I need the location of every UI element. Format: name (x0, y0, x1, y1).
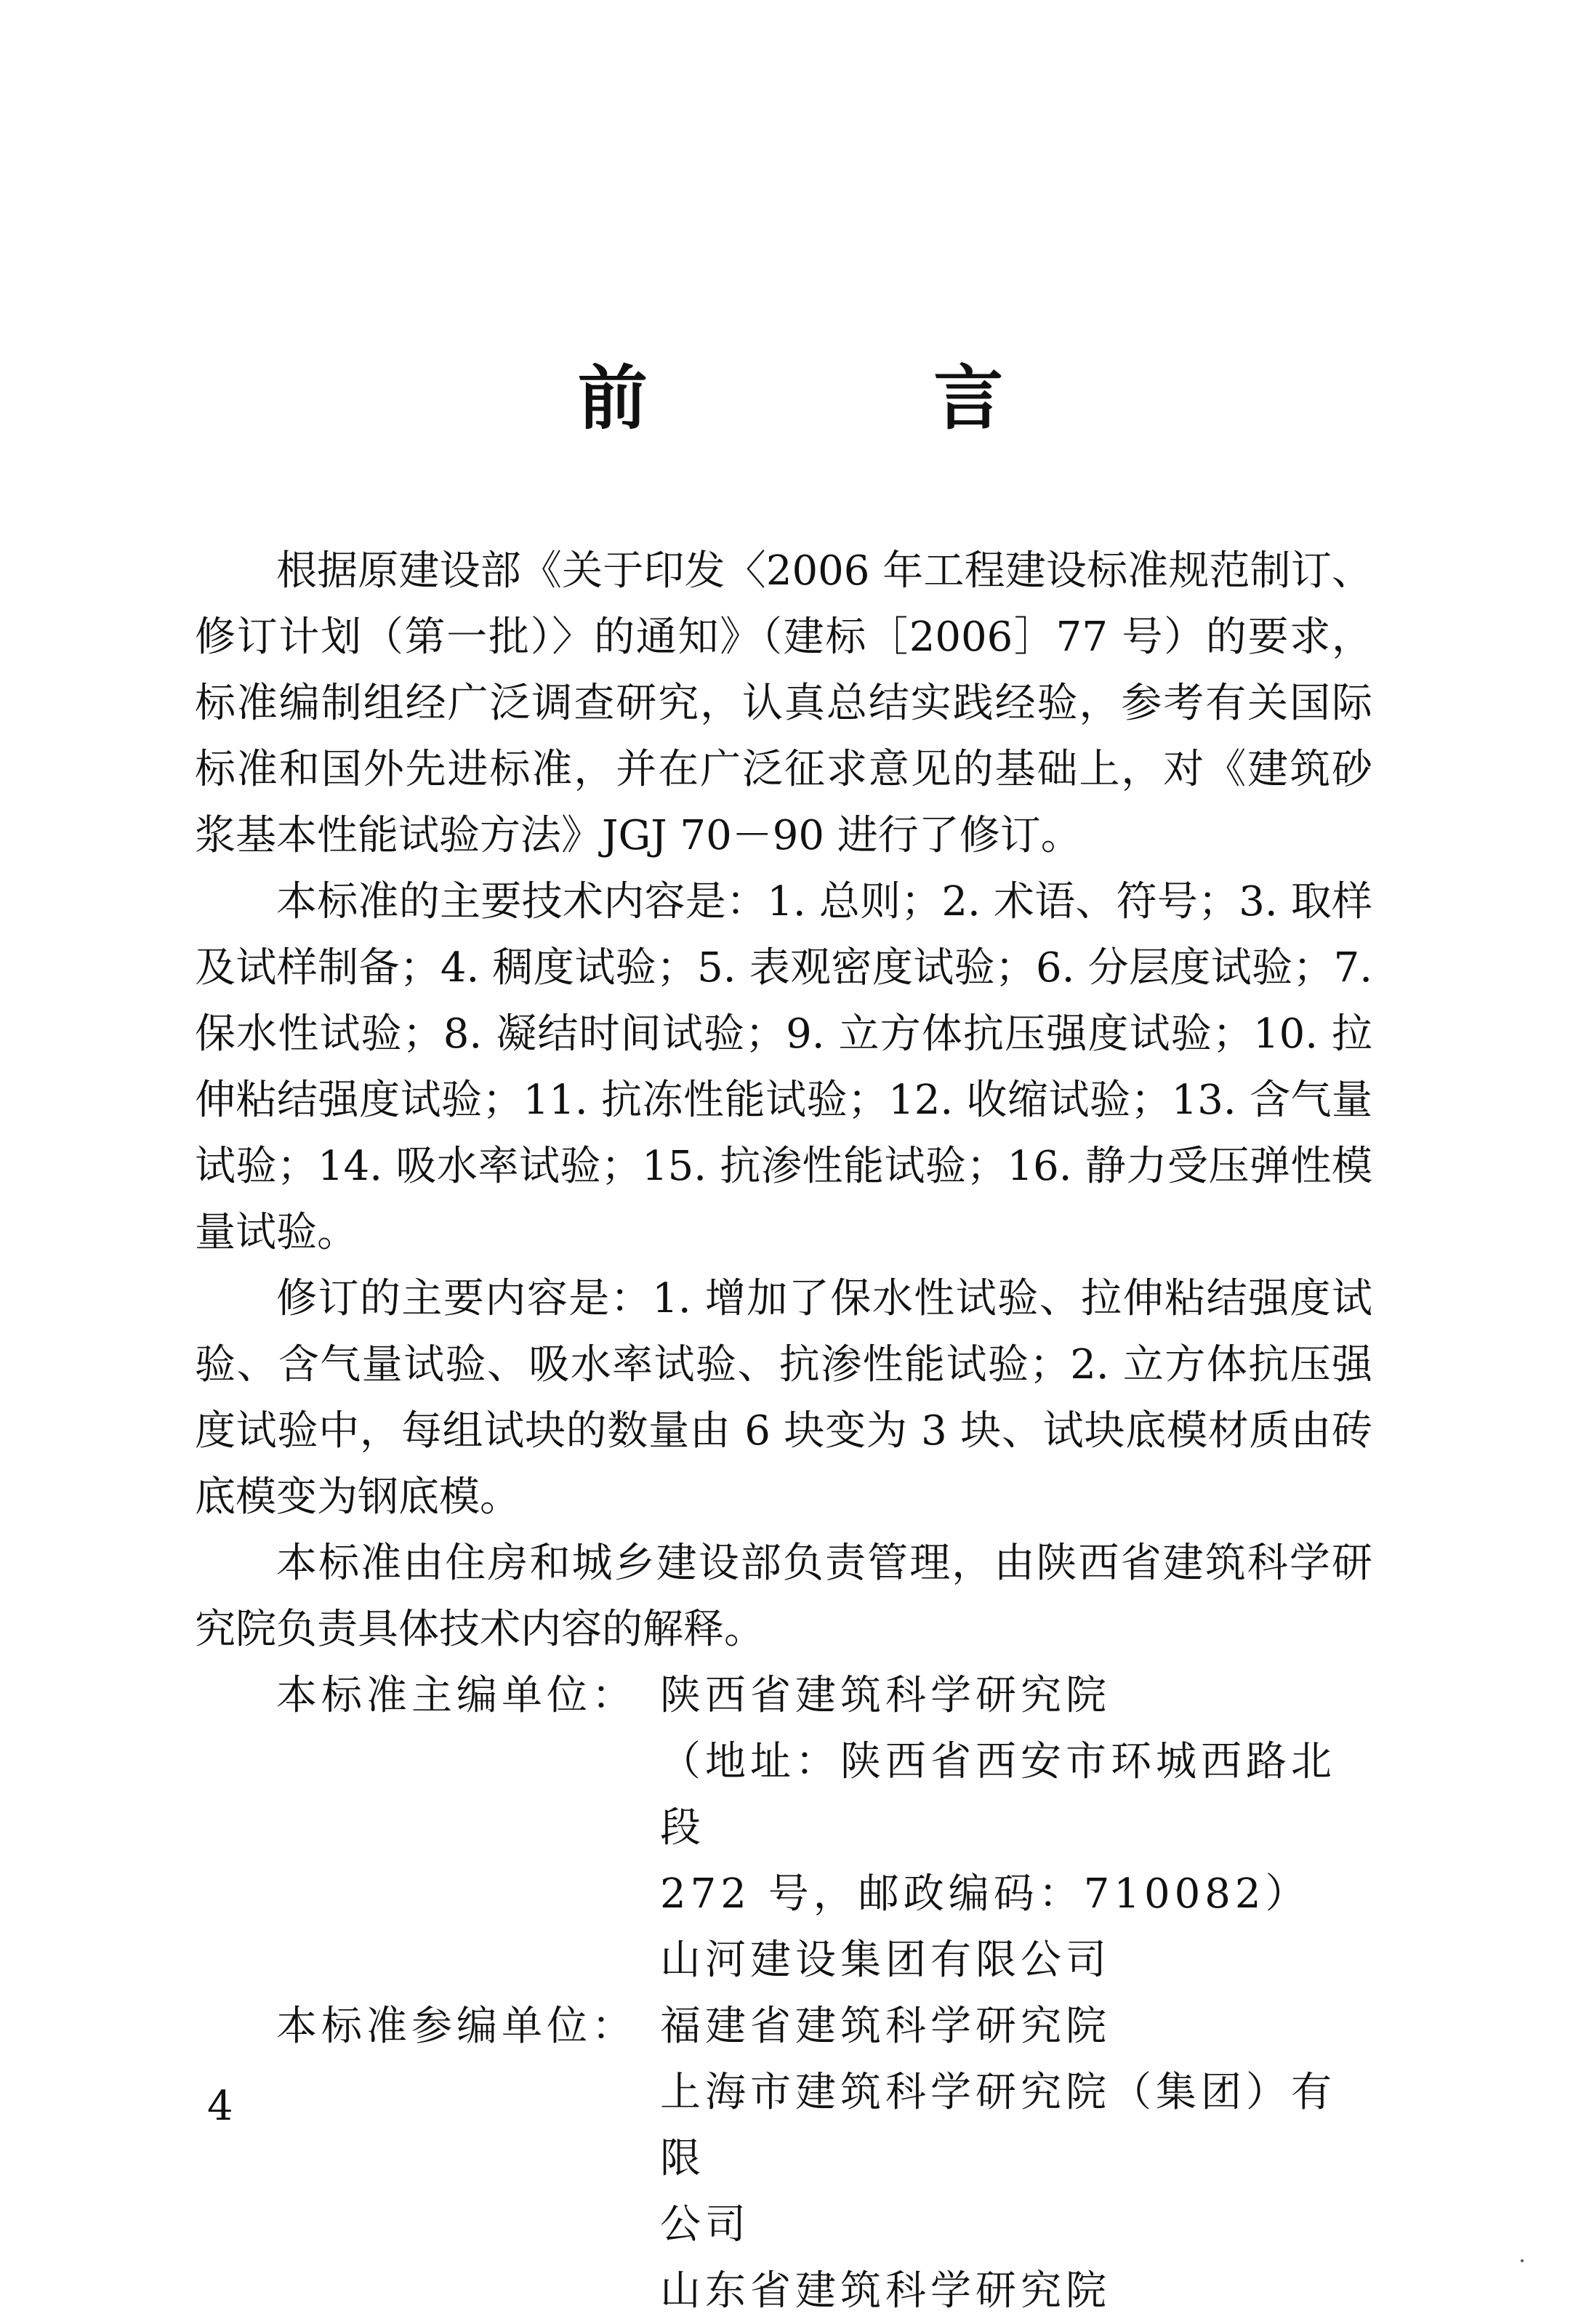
paragraph-management: 本标准由住房和城乡建设部负责管理，由陕西省建筑科学研究院负责具体技术内容的解释。 (195, 1540, 1372, 1653)
participating-units-block (195, 1993, 1372, 2324)
page-number: 4 (207, 2083, 233, 2130)
participating-units-list (660, 1993, 1372, 2324)
chief-units-list (660, 1662, 1372, 1993)
scan-speck-mark (1521, 2259, 1524, 2262)
paragraph-main-revision-content: 修订的主要内容是：1. 增加了保水性试验、拉伸粘结强度试验、含气量试验、吸水率试验、抗渗性能试验；2. 立方体抗压强度试验中，每组试块的数量由 6 块变为 3 块、试块底模材质由砖底模变为钢底模。 (195, 1275, 1372, 1521)
paragraph-main-technical-content: 本标准的主要技术内容是：1. 总则；2. 术语、符号；3. 取样及试样制备；4. 稠度试验；5. 表观密度试验；6. 分层度试验；7. 保水性试验；8. 凝结时间试验；9. 立方体抗压强度试验；10. 拉伸粘结强度试验；11. 抗冻性能试验；12. 收缩试验；13. 含气量试验；14. 吸水率试验；15. 抗渗性能试验；16. 静力受压弹性模量试验。 (195, 878, 1372, 1256)
participating-unit-line: 上海市建筑科学研究院（集团）有限 (660, 2069, 1336, 2182)
chief-unit-line: 272 号，邮政编码：710082） (660, 1870, 1311, 1918)
participating-unit-line: 福建省建筑科学研究院 (660, 2003, 1111, 2050)
participating-unit-line: 公司 (660, 2201, 750, 2248)
chief-unit-line: 山河建设集团有限公司 (660, 1937, 1111, 1984)
document-body (195, 538, 1372, 2324)
chief-unit-line: 陕西省建筑科学研究院 (660, 1672, 1111, 1719)
chief-units-block (195, 1662, 1372, 1993)
chief-units-label: 本标准主编单位： (276, 1672, 637, 1719)
chief-unit-line: （地址：陕西省西安市环城西路北段 (660, 1738, 1336, 1851)
participating-unit-line: 山东省建筑科学研究院 (660, 2267, 1111, 2315)
page-title: 前 言 (577, 357, 1135, 439)
participating-units-label: 本标准参编单位： (276, 2003, 637, 2050)
paragraph-revision-basis: 根据原建设部《关于印发〈2006 年工程建设标准规范制订、修订计划（第一批）〉的通知》（建标［2006］77 号）的要求，标准编制组经广泛调查研究，认真总结实践经验，参考有关国际标准和国外先进标准，并在广泛征求意见的基础上，对《建筑砂浆基本性能试验方法》JGJ 70－90 进行了修订。 (195, 547, 1372, 859)
